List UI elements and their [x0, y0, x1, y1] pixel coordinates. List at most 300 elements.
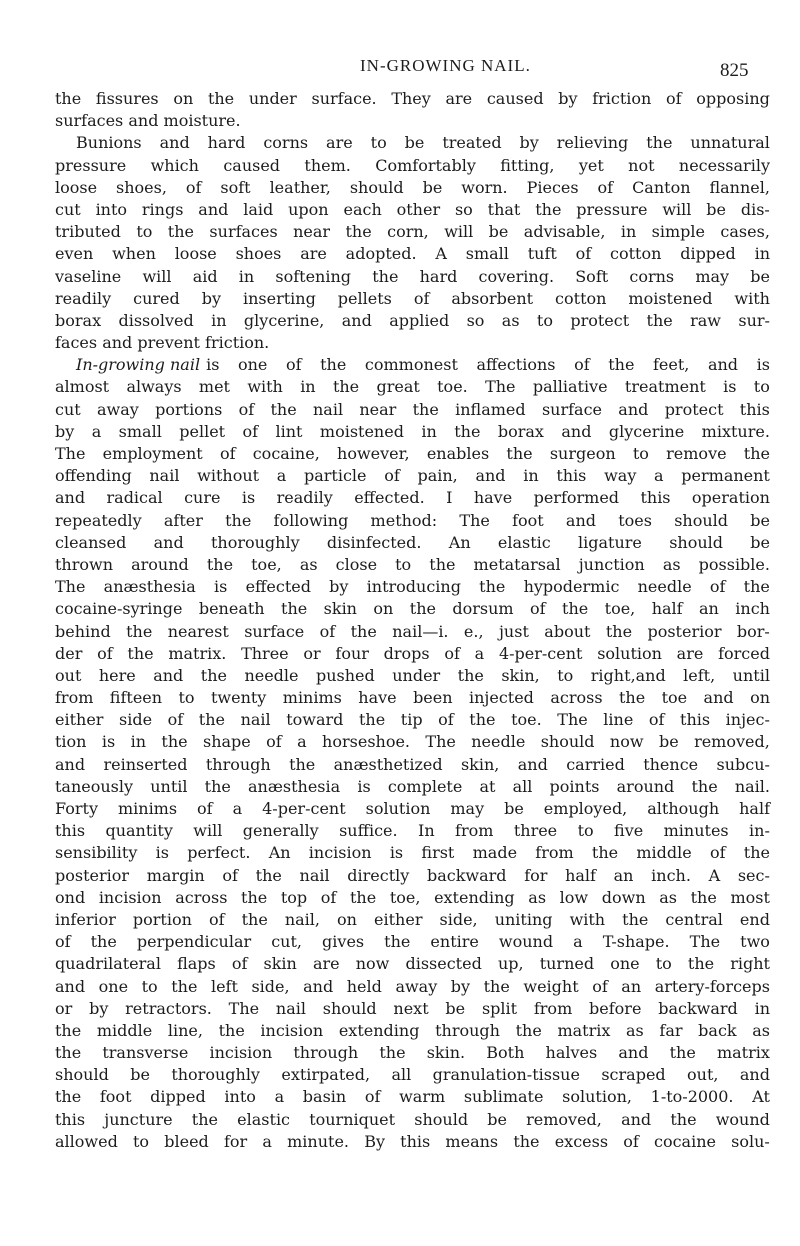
word: behind	[55, 621, 111, 641]
text-line: faces and prevent friction.	[55, 333, 270, 353]
word: as	[659, 887, 677, 907]
word: as	[662, 554, 681, 574]
word: softening	[275, 266, 352, 286]
word: borax	[55, 310, 102, 330]
word: a	[276, 466, 287, 486]
word: although	[647, 799, 720, 818]
word: the	[591, 843, 619, 863]
word: incision	[209, 1043, 273, 1063]
word: to	[753, 377, 770, 397]
word: an	[613, 865, 634, 885]
word: a	[654, 466, 664, 486]
word: half	[651, 599, 683, 619]
word: particle	[303, 466, 367, 486]
text-line	[55, 687, 770, 709]
body-text	[55, 88, 770, 1153]
word: toes	[618, 510, 652, 530]
text-line	[55, 376, 770, 398]
word: cocaine	[653, 1131, 716, 1151]
word: without	[197, 466, 260, 486]
word: applied	[389, 310, 450, 330]
word: on	[173, 89, 194, 108]
word: removed,	[526, 1109, 602, 1129]
word: the	[670, 1109, 697, 1129]
word: relieving	[556, 133, 629, 153]
word: inferior	[55, 909, 116, 929]
word: employed,	[543, 799, 628, 818]
word: the	[241, 887, 268, 907]
word: sensibility	[55, 843, 138, 863]
word: in	[300, 377, 316, 397]
word: portions	[155, 399, 223, 419]
word: ligature	[578, 532, 642, 552]
running-title: IN-GROWING NAIL.	[360, 56, 531, 75]
word: the	[622, 909, 649, 929]
word: moistened	[319, 421, 404, 441]
word: may	[450, 799, 485, 818]
word: is	[206, 355, 220, 375]
text-line	[55, 532, 770, 554]
word: skin	[263, 954, 297, 974]
word: uniting	[494, 909, 553, 929]
word: of	[438, 710, 454, 730]
word: the	[225, 510, 252, 530]
word: and	[739, 1065, 770, 1085]
word: readily	[55, 288, 112, 308]
word: not	[628, 155, 655, 175]
word: the	[743, 577, 770, 597]
word: scraped	[601, 1065, 666, 1085]
word: The	[689, 932, 721, 952]
word: pellets	[337, 288, 392, 308]
word: toe,	[389, 887, 421, 907]
word: In	[418, 821, 435, 841]
word: Both	[486, 1043, 525, 1063]
word: shoes,	[116, 177, 167, 197]
word: the	[457, 665, 484, 685]
word: away	[97, 399, 139, 419]
word: of	[444, 643, 460, 663]
word: this	[739, 399, 770, 419]
word: surface.	[311, 89, 377, 108]
word: means	[445, 1131, 499, 1151]
word: should	[540, 732, 595, 752]
word: minims	[117, 799, 178, 818]
word: in	[754, 244, 770, 264]
word: quantity	[105, 821, 173, 841]
word: this	[55, 1109, 86, 1129]
word: to	[536, 310, 553, 330]
word: from	[535, 843, 574, 863]
word: the	[743, 444, 770, 463]
word: in	[238, 266, 255, 286]
word: this	[55, 821, 86, 841]
word: of	[238, 399, 255, 419]
word: The	[459, 510, 490, 530]
word: of	[413, 288, 430, 308]
word: one	[237, 355, 268, 375]
text-line	[55, 953, 770, 975]
word: and	[153, 532, 184, 552]
word: across	[175, 887, 228, 907]
word: around	[616, 776, 675, 796]
text-line	[55, 621, 770, 643]
word: as	[528, 887, 547, 907]
word: sublimate	[463, 1087, 544, 1107]
word: cut	[55, 199, 81, 219]
word: leather,	[269, 177, 331, 197]
word: laid	[243, 199, 274, 219]
word: At	[752, 1087, 770, 1107]
word: skin.	[426, 1043, 466, 1063]
word: corns	[629, 266, 675, 286]
word: solu-	[731, 1131, 770, 1151]
word: the	[646, 133, 673, 153]
word: is	[389, 843, 404, 863]
word: surface	[244, 621, 305, 641]
word: on	[373, 599, 394, 619]
text-line	[55, 399, 770, 421]
word: caused	[486, 89, 544, 108]
word: to	[655, 954, 672, 974]
word: will	[142, 266, 172, 286]
word: side,	[439, 909, 478, 929]
word: quadrilateral	[55, 954, 161, 974]
word: subcu-	[716, 754, 770, 774]
word: the	[690, 887, 717, 907]
word: cure	[184, 488, 221, 508]
word: for	[524, 865, 548, 885]
word: posterior	[55, 865, 130, 885]
word: bor-	[736, 621, 770, 641]
word: mixture.	[701, 421, 770, 441]
word: end	[739, 909, 770, 929]
word: always	[126, 377, 182, 397]
word: near	[293, 222, 331, 242]
word: and	[55, 976, 86, 996]
word: the	[270, 399, 297, 419]
word: pushed	[315, 665, 375, 685]
word: skin,	[501, 665, 540, 685]
word: Pieces	[526, 177, 579, 197]
word: the	[469, 710, 496, 730]
word: to	[557, 665, 574, 685]
word: the	[515, 1020, 542, 1040]
word: be	[404, 133, 425, 153]
word: of	[167, 710, 184, 730]
text-line	[55, 243, 770, 265]
word: through	[293, 1043, 359, 1063]
word: excess	[554, 1131, 609, 1151]
word: the	[55, 1020, 82, 1040]
word: thoroughly	[171, 1065, 260, 1085]
word: so	[466, 310, 485, 330]
word: five	[614, 821, 644, 841]
word: injec-	[725, 710, 770, 730]
word: caused	[223, 155, 281, 175]
word: tuft	[527, 244, 557, 264]
word: low	[559, 887, 589, 907]
word: with	[247, 377, 283, 397]
text-line	[55, 421, 770, 443]
text-line	[55, 842, 770, 864]
word: be	[750, 266, 770, 286]
word: the	[55, 89, 82, 108]
word: middle	[96, 1020, 153, 1040]
word: flannel,	[709, 177, 770, 197]
text-line-content	[200, 354, 770, 376]
word: in	[523, 466, 539, 486]
word: the	[479, 577, 506, 597]
word: four	[335, 643, 369, 663]
word: in	[620, 222, 637, 242]
word: toe.	[511, 710, 542, 730]
word: readily	[276, 488, 333, 508]
word: the	[289, 754, 316, 774]
word: introducing	[366, 577, 461, 597]
text-line	[55, 310, 770, 332]
word: toe.	[437, 377, 468, 397]
word: an	[621, 976, 642, 996]
word: from	[533, 998, 573, 1018]
word: effected.	[354, 488, 425, 508]
word: moistened	[628, 288, 713, 308]
word: however,	[337, 444, 410, 463]
word: incision	[98, 887, 162, 907]
text-line	[55, 132, 770, 154]
word: dissected	[405, 954, 482, 974]
word: thrown	[55, 554, 114, 574]
word: skin	[323, 599, 357, 619]
word: right	[730, 954, 770, 974]
word: them.	[304, 155, 351, 175]
word: will	[444, 222, 474, 242]
text-line	[55, 731, 770, 753]
word: by	[201, 288, 222, 308]
word: is	[241, 488, 256, 508]
text-line	[55, 1020, 770, 1042]
word: needle	[244, 665, 299, 685]
word: A	[708, 865, 721, 885]
word: covering.	[478, 266, 555, 286]
word: beneath	[198, 599, 265, 619]
word: or	[303, 643, 321, 663]
word: is	[357, 776, 371, 796]
word: before	[589, 998, 642, 1018]
text-line	[55, 487, 770, 509]
word: forced	[718, 643, 770, 663]
word: carried	[566, 754, 625, 774]
word: about	[544, 621, 591, 641]
word: should	[55, 1065, 109, 1085]
word: now	[355, 954, 390, 974]
word: upon	[288, 199, 329, 219]
word: after	[163, 510, 203, 530]
text-line	[55, 931, 770, 953]
word: a	[232, 799, 243, 818]
word: to	[178, 688, 195, 708]
word: are	[445, 89, 473, 108]
word: held	[346, 976, 382, 996]
word: by	[558, 89, 578, 108]
text-line	[55, 199, 770, 221]
word: the	[384, 932, 411, 952]
word: should	[674, 510, 729, 530]
word: 1-to-2000.	[650, 1087, 734, 1107]
word: by	[519, 133, 539, 153]
word: with	[734, 288, 770, 308]
text-line	[55, 1042, 770, 1064]
word: dis-	[740, 199, 770, 219]
word: and	[703, 688, 734, 708]
word: effected	[245, 577, 311, 597]
word: and	[159, 133, 190, 153]
text-line	[55, 598, 770, 620]
word: around	[131, 554, 189, 574]
text-line	[55, 354, 770, 376]
word: surfaces	[209, 222, 278, 242]
word: tip	[400, 710, 423, 730]
word: of	[574, 355, 590, 375]
word: away	[395, 976, 438, 996]
word: be	[445, 998, 466, 1018]
word: shoes	[235, 244, 282, 264]
word: as	[626, 1020, 644, 1040]
word: under	[248, 89, 297, 108]
word: the	[345, 222, 372, 242]
word: either	[55, 710, 104, 730]
word: two	[740, 932, 770, 952]
word: is	[155, 843, 169, 863]
word: of	[592, 976, 608, 996]
word: be	[750, 532, 770, 552]
word: warm	[399, 1087, 446, 1107]
word: the	[320, 355, 347, 375]
text-line	[55, 1131, 770, 1153]
word: from	[455, 821, 494, 841]
word: offending	[55, 466, 132, 486]
word: tion	[55, 732, 87, 752]
word: the	[126, 621, 153, 641]
word: solution	[597, 643, 662, 663]
word: split	[481, 998, 518, 1018]
word: fissures	[95, 89, 159, 108]
word: reinserted	[103, 754, 188, 774]
word: inflamed	[455, 399, 526, 419]
word: nail	[240, 710, 271, 730]
word: are	[312, 954, 340, 974]
word: may	[695, 266, 730, 286]
word: pressure	[55, 155, 127, 175]
text-line	[55, 909, 770, 931]
word: other	[396, 199, 441, 219]
word: method:	[370, 510, 438, 530]
word: be	[130, 1065, 150, 1085]
text-line	[55, 465, 770, 487]
word: a	[262, 1131, 272, 1151]
word: the	[171, 976, 198, 996]
text-line	[55, 266, 770, 288]
text-line	[55, 798, 770, 820]
word: into	[95, 199, 128, 219]
word: line	[603, 710, 634, 730]
word: either	[374, 909, 423, 929]
word: anæsthesia	[248, 776, 341, 796]
word: remove	[666, 444, 727, 463]
word: thence	[643, 754, 699, 774]
word: is	[101, 732, 116, 752]
word: the	[90, 932, 117, 952]
word: nearest	[167, 621, 229, 641]
word: solution,	[562, 1087, 632, 1107]
word: and	[621, 1109, 652, 1129]
word: of	[666, 89, 682, 108]
word: basin	[302, 1087, 347, 1107]
word: the	[350, 621, 377, 641]
word: side,	[251, 976, 290, 996]
word: the	[198, 710, 225, 730]
word: the	[618, 688, 646, 708]
word: taneously	[55, 776, 134, 796]
word: this	[556, 466, 587, 486]
word: half	[565, 865, 596, 885]
word: sur-	[738, 310, 770, 330]
word: Soft	[575, 266, 609, 286]
word: pressure	[576, 199, 648, 219]
word: in	[130, 732, 147, 752]
word: extending	[338, 1020, 420, 1040]
word: needle	[471, 732, 526, 752]
word: right‚and	[590, 665, 666, 685]
word: as	[752, 1020, 770, 1040]
text-line	[55, 554, 770, 576]
word: entire	[430, 932, 479, 952]
word: simple	[651, 222, 705, 242]
word: inch	[735, 599, 770, 619]
word: The	[55, 577, 86, 597]
word: from	[55, 688, 94, 708]
word: cocaine-syringe	[55, 599, 183, 619]
word: by	[329, 577, 349, 597]
word: radical	[106, 488, 163, 508]
word: 4-per-cent	[498, 643, 583, 663]
word: vaseline	[55, 266, 122, 286]
word: commonest	[364, 355, 458, 375]
word: glycerine	[608, 421, 685, 441]
word: matrix	[716, 1043, 770, 1063]
word: be	[487, 1109, 507, 1129]
word: will	[193, 821, 223, 841]
word: An	[268, 843, 291, 863]
word: three	[513, 821, 558, 841]
word: fitting,	[500, 155, 555, 175]
word: under	[392, 665, 441, 685]
word: of	[320, 887, 337, 907]
word: the	[167, 222, 194, 242]
word: through	[205, 754, 271, 774]
word: be	[658, 732, 679, 752]
word: treatment	[624, 377, 706, 397]
word: performed	[533, 488, 620, 508]
word: extirpated,	[281, 1065, 371, 1085]
word: pain,	[417, 466, 458, 486]
word: thoroughly	[210, 532, 300, 552]
word: made	[472, 843, 518, 863]
word: the	[161, 732, 188, 752]
text-line	[55, 155, 770, 177]
word: palliative	[532, 377, 608, 397]
word: toward	[286, 710, 344, 730]
